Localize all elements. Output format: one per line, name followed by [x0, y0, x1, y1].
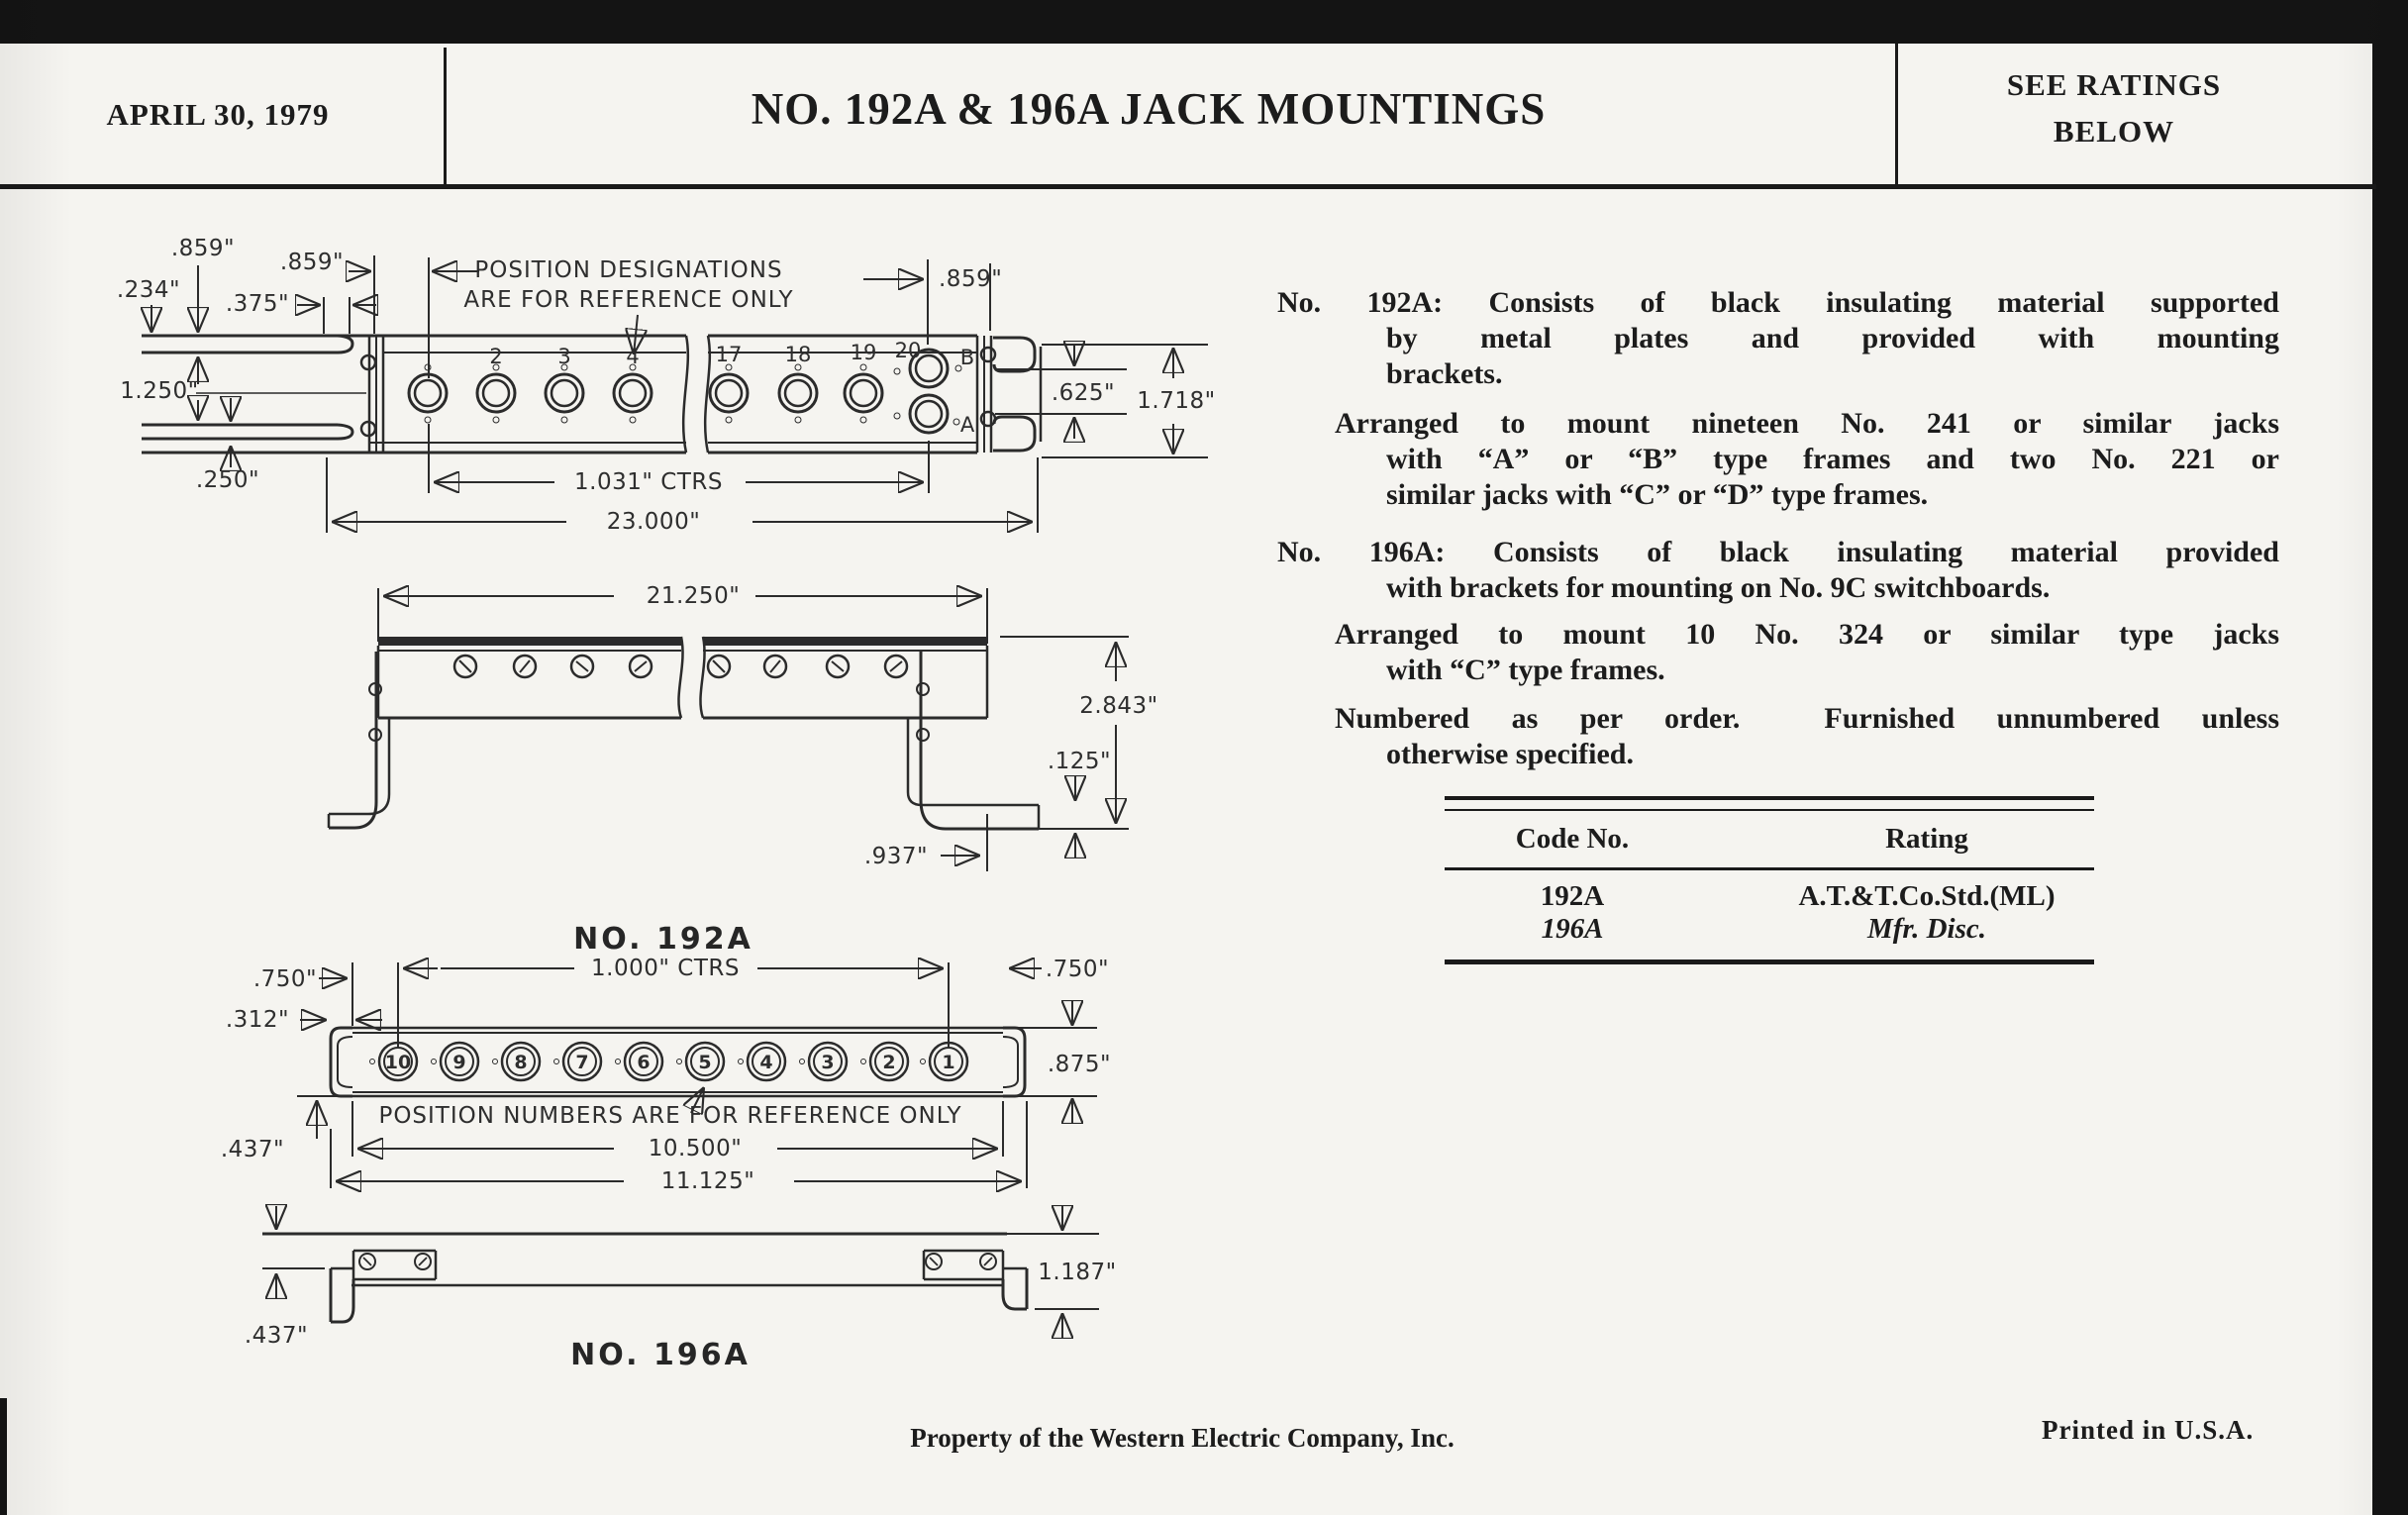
spec-line: Arranged to mount nineteen No. 241 or similar jacks	[1335, 407, 2279, 440]
position-label: 19	[850, 341, 877, 364]
position-label: 2	[489, 345, 503, 368]
position-number: 10	[384, 1052, 412, 1073]
technical-drawings	[59, 208, 1248, 1386]
dim-437-side: .437"	[244, 1323, 309, 1349]
drawing-label-192a: NO. 192A	[573, 922, 753, 957]
code-cell: 192A	[1540, 880, 1605, 912]
spec-line: brackets.	[1386, 357, 1503, 390]
jack-holes-right	[710, 350, 961, 433]
spec-line: Arranged to mount 10 No. 324 or similar type jacks	[1335, 618, 2279, 651]
dim-437-plan: .437"	[220, 1137, 285, 1162]
scan-band-right	[2372, 0, 2408, 1515]
jack-a-label: A	[959, 413, 975, 437]
dim-ctrs-1000: 1.000" CTRS	[591, 956, 740, 981]
rating-cell: A.T.&T.Co.Std.(ML)	[1798, 880, 2056, 912]
dim-1187: 1.187"	[1038, 1260, 1117, 1285]
drawing-196a-side	[245, 1206, 1117, 1372]
position-number: 4	[759, 1052, 773, 1073]
spec-line: No. 192A: Consists of black insulating material supported	[1277, 286, 2279, 319]
dim-total-23000: 23.000"	[606, 509, 701, 535]
dim-375: .375"	[225, 291, 290, 317]
drawing-192a-plan	[117, 236, 1216, 535]
spec-paragraph-192a-arranged	[1277, 406, 2279, 513]
drawing-192a-side	[329, 583, 1158, 957]
position-number: 1	[942, 1052, 955, 1073]
position-label: 3	[557, 345, 571, 368]
dim-625: .625"	[1051, 380, 1116, 406]
position-number: 3	[821, 1052, 835, 1073]
reference-note-line2: ARE FOR REFERENCE ONLY	[463, 287, 794, 313]
dim-ctrs-1031: 1.031" CTRS	[574, 469, 723, 495]
position-label: 18	[784, 343, 812, 366]
spec-paragraph-196a-arranged	[1277, 617, 2279, 688]
position-label: 17	[715, 343, 743, 366]
ratings-note-line1: SEE RATINGS	[2006, 67, 2222, 102]
dim-859-right: .859"	[939, 266, 1003, 292]
table-rule-top	[1445, 796, 2094, 811]
table-row	[1445, 913, 2094, 946]
spec-paragraph-numbering	[1277, 701, 2279, 772]
rating-cell: Mfr. Disc.	[1866, 913, 1987, 945]
dim-10500: 10.500"	[648, 1136, 743, 1162]
spec-text-block	[1277, 285, 2279, 772]
scan-band-left-sliver	[0, 1398, 7, 1515]
header-divider-right	[1895, 44, 1898, 188]
table-rule-mid	[1445, 867, 2094, 870]
ratings-table	[1445, 796, 2094, 964]
table-header-row	[1445, 823, 2094, 856]
spec-line: with “A” or “B” type frames and two No. 221 or	[1386, 443, 2279, 475]
header-rule	[0, 184, 2376, 189]
dim-859-left: .859"	[170, 236, 236, 261]
page-title: NO. 192A & 196A JACK MOUNTINGS	[751, 84, 1547, 134]
spec-paragraph-196a	[1277, 535, 2279, 606]
spec-line: by metal plates and provided with mounting	[1386, 322, 2279, 354]
scan-band-top	[0, 0, 2408, 44]
table-row	[1445, 880, 2094, 913]
ratings-note	[1941, 61, 2287, 154]
spec-paragraph-192a	[1277, 285, 2279, 392]
dim-750-left: .750"	[252, 966, 318, 992]
dim-2843: 2.843"	[1079, 693, 1158, 719]
spec-line: with “C” type frames.	[1386, 654, 1665, 686]
dim-234: .234"	[116, 277, 181, 303]
spec-line: otherwise specified.	[1386, 738, 1634, 770]
table-rule-bottom	[1445, 960, 2094, 964]
dim-21250: 21.250"	[646, 583, 741, 609]
dim-1718: 1.718"	[1137, 388, 1216, 414]
column-header-code: Code No.	[1515, 823, 1630, 855]
spec-line: Numbered as per order. Furnished unnumbered unless	[1335, 702, 2279, 735]
dim-875: .875"	[1047, 1052, 1112, 1077]
spec-line: similar jacks with “C” or “D” type frames.	[1386, 478, 1929, 511]
position-number: 7	[575, 1052, 589, 1073]
jack-holes-left	[409, 364, 652, 423]
jack-b-label: B	[959, 346, 975, 369]
position-number: 8	[514, 1052, 528, 1073]
position-number: 6	[637, 1052, 651, 1073]
position-label: 4	[626, 345, 640, 368]
position-number: 5	[698, 1052, 712, 1073]
document-date: APRIL 30, 1979	[106, 97, 330, 132]
dim-750-right: .750"	[1045, 957, 1110, 982]
dim-312: .312"	[225, 1007, 290, 1033]
dim-250: .250"	[195, 467, 260, 493]
header-divider-left	[444, 48, 447, 188]
reference-note-line1: POSITION DESIGNATIONS	[474, 257, 783, 283]
dim-937: .937"	[863, 844, 929, 869]
position-number: 2	[882, 1052, 896, 1073]
position-number: 9	[452, 1052, 466, 1073]
drawing-label-196a: NO. 196A	[570, 1338, 751, 1372]
position-numbers-note: POSITION NUMBERS ARE FOR REFERENCE ONLY	[378, 1103, 962, 1129]
code-cell: 196A	[1541, 913, 1604, 945]
position-label: 20	[894, 339, 922, 362]
drawing-196a-plan	[221, 956, 1111, 1194]
printed-in-usa: Printed in U.S.A.	[2042, 1415, 2255, 1445]
dim-1250: 1.250"	[120, 378, 199, 404]
spec-line: No. 196A: Consists of black insulating material provided	[1277, 536, 2279, 568]
dim-859-mid: .859"	[279, 250, 345, 275]
dim-125: .125"	[1047, 749, 1112, 774]
ratings-note-line2: BELOW	[2053, 114, 2175, 149]
dim-11125: 11.125"	[660, 1168, 755, 1194]
spec-line: with brackets for mounting on No. 9C switchboards.	[1386, 571, 2051, 604]
property-notice: Property of the Western Electric Company, Inc.	[910, 1423, 1455, 1453]
column-header-rating: Rating	[1885, 823, 1968, 855]
